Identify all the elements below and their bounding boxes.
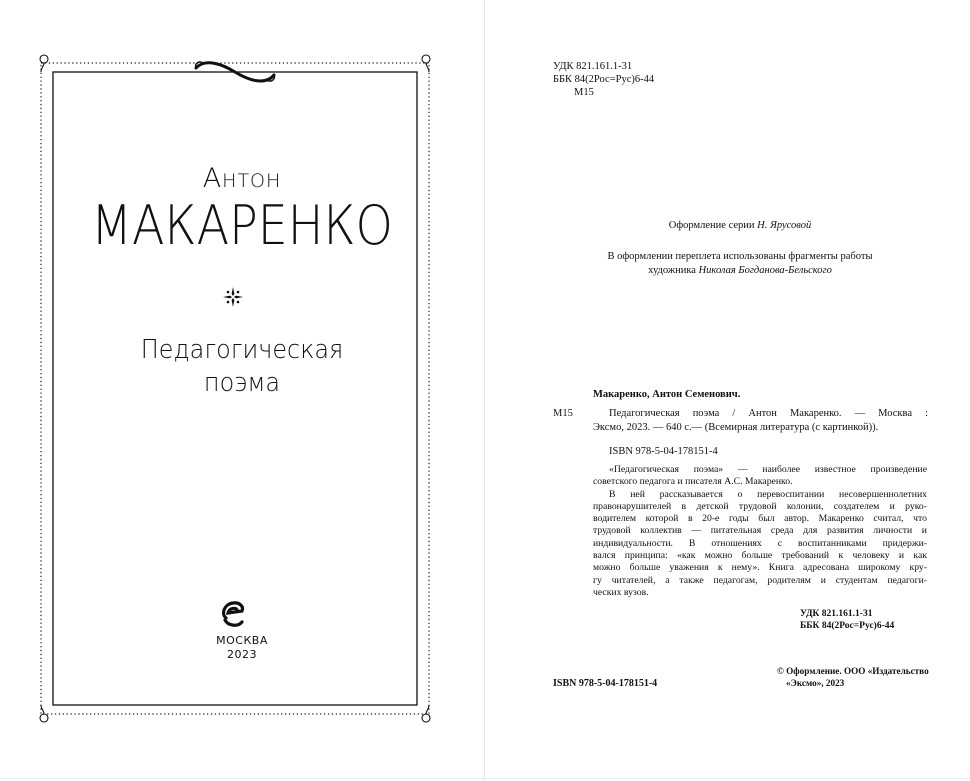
series-designer-name: Н. Ярусовой	[757, 220, 812, 231]
annotation-line: вался принципа: «как можно больше требований к человеку и как	[593, 550, 927, 562]
cover-credit-prefix: художника	[648, 265, 696, 276]
title-page	[0, 0, 484, 781]
bbk-code-top: ББК 84(2Рос=Рус)6-44	[553, 74, 655, 85]
udk-code-bottom: УДК 821.161.1-31	[800, 609, 873, 619]
annotation-line: индивидуальности. В отношениях с воспитанниками придержи-	[593, 537, 927, 549]
udk-code-top: УДК 821.161.1-31	[553, 61, 633, 72]
book-title-line-2: поэма	[203, 368, 281, 398]
annotation-line: можно больше уважения к нему». Книга адресована широкому кру-	[593, 562, 927, 574]
cover-credit-line-2	[540, 264, 940, 278]
annotation-line: советского педагога и писателя А.С. Макаренко.	[593, 476, 793, 488]
biblio-line-2: Эксмо, 2023. — 640 с.— (Всемирная литература (с картинкой)).	[593, 422, 879, 433]
cover-artist-name: Николая Богданова-Бельского	[698, 265, 832, 276]
annotation-line: трудовой коллектив — питательная среда для развития личности и	[593, 525, 927, 537]
eksmo-e-logo-icon	[218, 598, 248, 630]
biblio-cutter-code: М15	[553, 408, 573, 419]
book-title-line-1: Педагогическая	[140, 335, 344, 365]
copyright-line-1: © Оформление. ООО «Издательство	[777, 666, 929, 676]
page-spine	[484, 0, 485, 781]
copyright-line-2: «Эксмо», 2023	[786, 678, 845, 688]
biblio-author: Макаренко, Антон Семенович.	[593, 389, 741, 400]
scan-bottom-edge	[0, 778, 970, 779]
series-design-prefix: Оформление серии	[668, 220, 755, 231]
cover-credit-line-1: В оформлении переплета использованы фрагменты работы	[607, 251, 873, 262]
series-design-credit	[540, 219, 940, 233]
bbk-code-bottom: ББК 84(2Рос=Рус)6-44	[800, 621, 895, 631]
publisher-city: МОСКВА	[216, 634, 268, 647]
author-last-name: МАКАРЕНКО	[91, 194, 393, 257]
four-point-flourish-icon	[222, 286, 244, 308]
biblio-isbn: ISBN 978-5-04-178151-4	[609, 446, 718, 457]
publication-year: 2023	[227, 648, 257, 661]
annotation-line: гу читателей, а также педагогам, родителям и студентам педагоги-	[593, 574, 927, 586]
annotation-line: водителем которой в 20-е годы был автор. Макаренко считал, что	[593, 513, 927, 525]
annotation-line: «Педагогическая поэма» — наиболее известное произведение	[609, 464, 927, 475]
book-title	[65, 334, 418, 400]
cutter-code-top: М15	[574, 87, 594, 98]
isbn-bottom: ISBN 978-5-04-178151-4	[553, 678, 658, 689]
annotation-line: ческих вузов.	[593, 586, 649, 598]
author-first-name: Антон	[202, 163, 282, 194]
annotation-line: правонарушителей в детской трудовой колонии, создателем и руко-	[593, 500, 927, 512]
annotation	[593, 464, 927, 599]
annotation-line: В ней рассказывается о перевоспитании несовершеннолетних	[609, 488, 927, 500]
biblio-line-1: Педагогическая поэма / Антон Макаренко. — Москва :	[609, 408, 928, 419]
